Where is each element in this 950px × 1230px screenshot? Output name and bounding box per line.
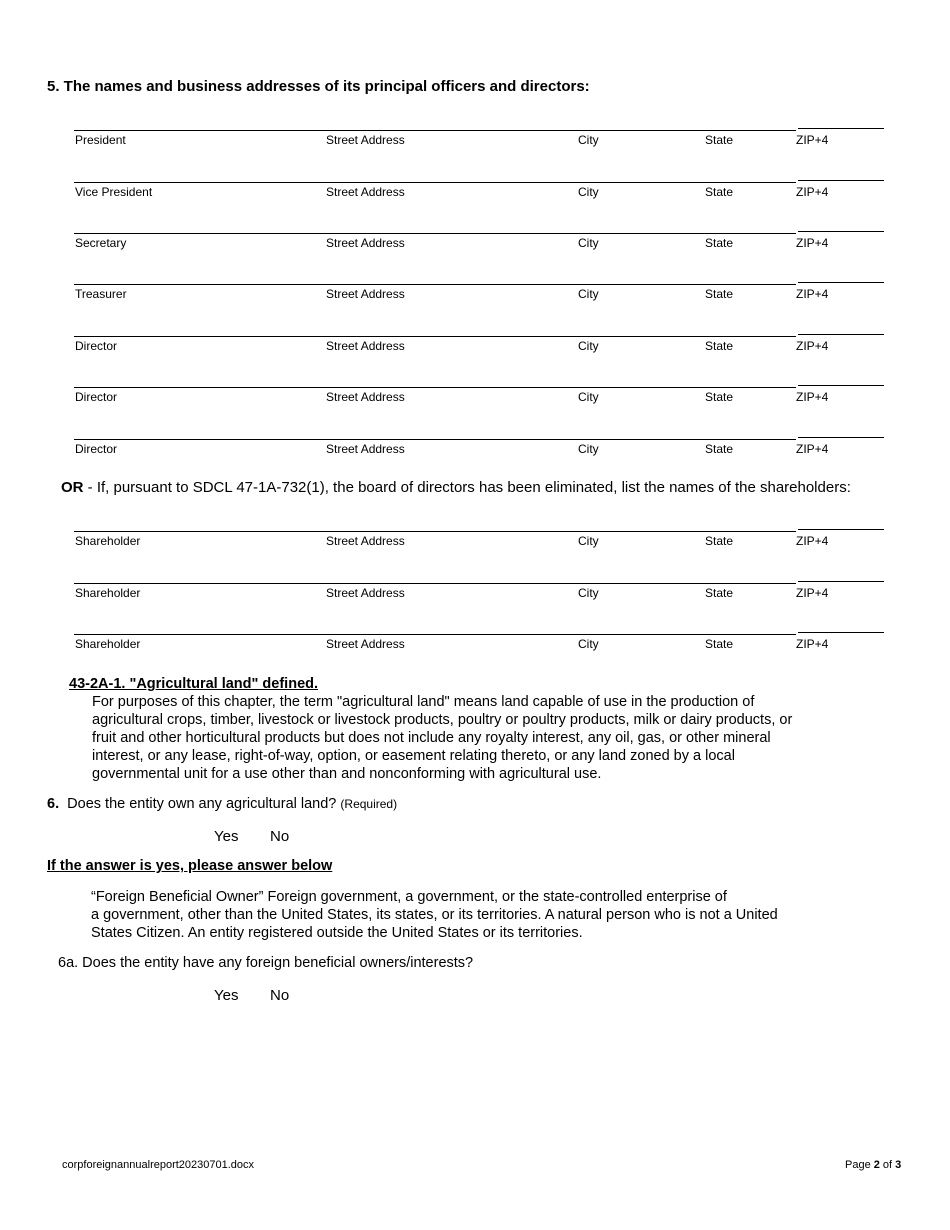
officer-label: Director xyxy=(75,339,118,353)
officer-label: President xyxy=(75,133,126,147)
required-note: (Required) xyxy=(340,797,398,811)
zip-line xyxy=(798,581,884,582)
officer-row[interactable] xyxy=(74,387,884,411)
zip-label: ZIP+4 xyxy=(796,236,829,250)
officer-row[interactable] xyxy=(74,284,884,308)
city-label: City xyxy=(578,133,599,147)
officer-row[interactable] xyxy=(74,439,884,463)
state-label: State xyxy=(705,287,734,301)
definition-line: interest, or any lease, right-of-way, option, or easement relating thereto, or any land zoned by a local xyxy=(92,748,735,764)
shareholder-label: Shareholder xyxy=(75,586,141,600)
zip-label: ZIP+4 xyxy=(796,339,829,353)
shareholder-row[interactable] xyxy=(74,634,884,658)
street-address-label: Street Address xyxy=(326,185,405,199)
officer-label: Treasurer xyxy=(75,287,127,301)
definition-body xyxy=(92,693,862,783)
street-address-label: Street Address xyxy=(326,287,405,301)
zip-line xyxy=(798,180,884,181)
state-label: State xyxy=(705,185,734,199)
signature-line xyxy=(74,387,796,388)
officer-label: Vice President xyxy=(75,185,153,199)
officer-label: Director xyxy=(75,442,118,456)
shareholder-row[interactable] xyxy=(74,583,884,607)
signature-line xyxy=(74,336,796,337)
page-current: 2 xyxy=(873,1159,880,1171)
street-address-label: Street Address xyxy=(326,586,405,600)
signature-line xyxy=(74,439,796,440)
zip-label: ZIP+4 xyxy=(796,133,829,147)
zip-label: ZIP+4 xyxy=(796,586,829,600)
question-6a-no-option[interactable]: No xyxy=(270,987,290,1004)
question-6 xyxy=(47,796,397,812)
signature-line xyxy=(74,583,796,584)
foreign-owner-line: “Foreign Beneficial Owner” Foreign government, a government, or the state-controlled enterprise of xyxy=(91,889,727,905)
street-address-label: Street Address xyxy=(326,133,405,147)
zip-line xyxy=(798,437,884,438)
state-label: State xyxy=(705,236,734,250)
signature-line xyxy=(74,284,796,285)
city-label: City xyxy=(578,534,599,548)
shareholder-label: Shareholder xyxy=(75,637,141,651)
street-address-label: Street Address xyxy=(326,236,405,250)
city-label: City xyxy=(578,287,599,301)
foreign-owner-line: a government, other than the United States, its states, or its territories. A natural person who is not a United xyxy=(91,907,778,923)
street-address-label: Street Address xyxy=(326,637,405,651)
page-label: Page xyxy=(845,1159,874,1171)
street-address-label: Street Address xyxy=(326,390,405,404)
zip-line xyxy=(798,128,884,129)
zip-label: ZIP+4 xyxy=(796,637,829,651)
street-address-label: Street Address xyxy=(326,534,405,548)
state-label: State xyxy=(705,442,734,456)
page-total: 3 xyxy=(895,1159,902,1171)
zip-label: ZIP+4 xyxy=(796,534,829,548)
officer-row[interactable] xyxy=(74,336,884,360)
officer-label: Secretary xyxy=(75,236,127,250)
state-label: State xyxy=(705,534,734,548)
state-label: State xyxy=(705,586,734,600)
footer-filename: corpforeignannualreport20230701.docx xyxy=(62,1159,255,1171)
signature-line xyxy=(74,130,796,131)
street-address-label: Street Address xyxy=(326,339,405,353)
state-label: State xyxy=(705,133,734,147)
footer-page-number xyxy=(845,1159,901,1171)
signature-line xyxy=(74,531,796,532)
state-label: State xyxy=(705,390,734,404)
question-6-no-option[interactable]: No xyxy=(270,828,290,845)
officer-label: Director xyxy=(75,390,118,404)
officer-row[interactable] xyxy=(74,233,884,257)
city-label: City xyxy=(578,390,599,404)
question-6a: 6a. Does the entity have any foreign beneficial owners/interests? xyxy=(58,955,474,971)
officer-row[interactable] xyxy=(74,130,884,154)
foreign-owner-line: States Citizen. An entity registered outside the United States or its territories. xyxy=(91,925,583,941)
city-label: City xyxy=(578,442,599,456)
zip-label: ZIP+4 xyxy=(796,442,829,456)
state-label: State xyxy=(705,637,734,651)
of-label: of xyxy=(879,1159,896,1171)
question-6-text: Does the entity own any agricultural land? xyxy=(67,796,337,812)
question-6a-yes-option[interactable]: Yes xyxy=(214,987,239,1004)
signature-line xyxy=(74,233,796,234)
definition-line: For purposes of this chapter, the term "agricultural land" means land capable of use in the production of xyxy=(92,694,755,710)
signature-line xyxy=(74,182,796,183)
definition-line: governmental unit for a use other than and nonconforming with agricultural use. xyxy=(92,766,602,782)
zip-label: ZIP+4 xyxy=(796,390,829,404)
foreign-owner-definition xyxy=(91,888,851,942)
if-yes-heading: If the answer is yes, please answer below xyxy=(47,858,333,874)
or-text: - If, pursuant to SDCL 47-1A-732(1), the board of directors has been eliminated, list the names of the shareholders: xyxy=(83,479,851,496)
zip-line xyxy=(798,385,884,386)
city-label: City xyxy=(578,637,599,651)
officer-row[interactable] xyxy=(74,182,884,206)
signature-line xyxy=(74,634,796,635)
zip-label: ZIP+4 xyxy=(796,287,829,301)
state-label: State xyxy=(705,339,734,353)
zip-line xyxy=(798,282,884,283)
street-address-label: Street Address xyxy=(326,442,405,456)
zip-line xyxy=(798,632,884,633)
section-5-heading: 5. The names and business addresses of its principal officers and directors: xyxy=(47,78,590,95)
or-clause xyxy=(61,479,851,496)
or-label: OR xyxy=(61,479,84,496)
definition-line: agricultural crops, timber, livestock or livestock products, poultry or poultry products, milk or dairy products, or xyxy=(92,712,793,728)
definition-heading: 43-2A-1. "Agricultural land" defined. xyxy=(69,676,319,692)
city-label: City xyxy=(578,185,599,199)
definition-line: fruit and other horticultural products but does not include any royalty interest, any oil, gas, or other mineral xyxy=(92,730,771,746)
question-6-number: 6. xyxy=(47,796,60,812)
zip-label: ZIP+4 xyxy=(796,185,829,199)
shareholder-row[interactable] xyxy=(74,531,884,555)
shareholder-label: Shareholder xyxy=(75,534,141,548)
zip-line xyxy=(798,529,884,530)
zip-line xyxy=(798,231,884,232)
city-label: City xyxy=(578,236,599,250)
city-label: City xyxy=(578,586,599,600)
zip-line xyxy=(798,334,884,335)
city-label: City xyxy=(578,339,599,353)
question-6-yes-option[interactable]: Yes xyxy=(214,828,239,845)
